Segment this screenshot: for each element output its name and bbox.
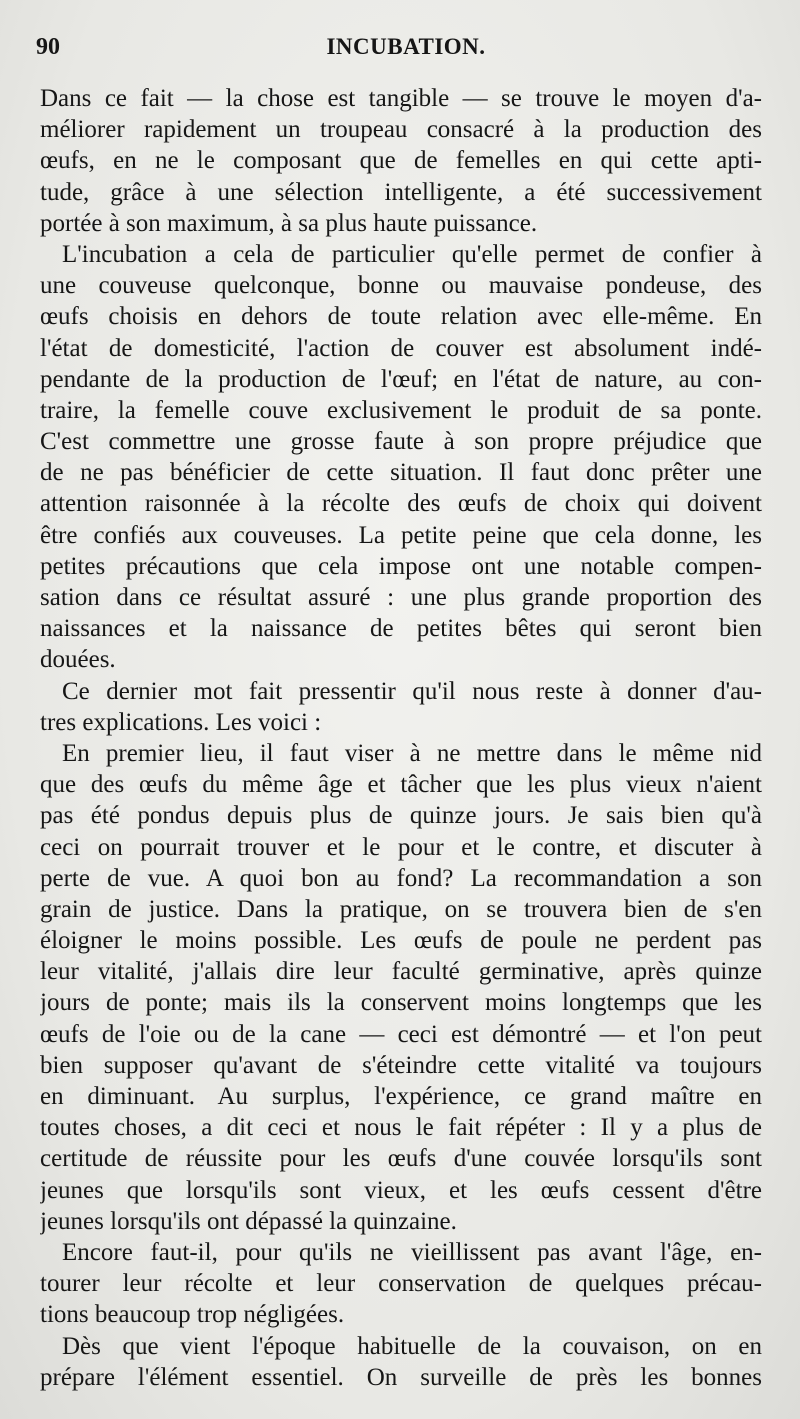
text-line: leur vitalité, j'allais dire leur faculté germinative, après quinze (40, 958, 762, 986)
text-line: tions beaucoup trop négligées. (40, 1301, 345, 1329)
text-line: l'état de domesticité, l'action de couver est absolument indé- (40, 334, 762, 362)
text-line: en diminuant. Au surplus, l'expérience, ce grand maître en (40, 1083, 762, 1110)
text-line: L'incubation a cela de particulier qu'elle permet de confier à (62, 240, 762, 268)
text-line: œufs, en ne le composant que de femelles en qui cette apti- (40, 147, 762, 175)
text-line: jours de ponte; mais ils la conservent moins longtemps que les (40, 989, 762, 1017)
text-line: méliorer rapidement un troupeau consacré à la production des (40, 116, 762, 144)
text-line: Dans ce fait — la chose est tangible — se trouve le moyen d'a- (40, 85, 762, 112)
text-line: que des œufs du même âge et tâcher que les plus vieux n'aient (40, 771, 762, 799)
text-line: une couveuse quelconque, bonne ou mauvaise pondeuse, des (40, 272, 762, 300)
text-line: En premier lieu, il faut viser à ne mettre dans le même nid (62, 739, 762, 767)
text-line: grain de justice. Dans la pratique, on se trouvera bien de s'en (40, 895, 762, 923)
text-line: toutes choses, a dit ceci et nous le fait répéter : Il y a plus de (40, 1114, 762, 1142)
page-number: 90 (36, 34, 60, 60)
text-line: tourer leur récolte et leur conservation de quelques précau- (40, 1270, 762, 1298)
text-line: éloigner le moins possible. Les œufs de poule ne perdent pas (40, 927, 762, 955)
text-line: œufs choisis en dehors de toute relation avec elle-même. En (40, 303, 762, 331)
text-line: attention raisonnée à la récolte des œufs de choix qui doivent (40, 490, 762, 518)
text-line: perte de vue. A quoi bon au fond? La recommandation a son (40, 864, 762, 892)
text-line: pas été pondus depuis plus de quinze jours. Je sais bien qu'à (40, 802, 762, 830)
text-line: tude, grâce à une sélection intelligente, a été successivement (40, 178, 762, 206)
text-line: Ce dernier mot fait pressentir qu'il nous reste à donner d'au- (62, 677, 762, 705)
text-line: Encore faut-il, pour qu'ils ne vieillissent pas avant l'âge, en- (62, 1238, 762, 1266)
paragraph (40, 83, 762, 239)
text-line: œufs de l'oie ou de la cane — ceci est démontré — et l'on peut (40, 1020, 762, 1048)
body-text (40, 83, 762, 1393)
text-line: traire, la femelle couve exclusivement le produit de sa ponte. (40, 396, 762, 424)
text-line: certitude de réussite pour les œufs d'une couvée lorsqu'ils sont (40, 1145, 762, 1173)
text-line: portée à son maximum, à sa plus haute puissance. (40, 209, 538, 237)
paragraph (40, 676, 762, 738)
text-line: prépare l'élément essentiel. On surveille de près les bonnes (40, 1363, 762, 1391)
text-line: être confiés aux couveuses. La petite peine que cela donne, les (40, 521, 762, 549)
page-header (36, 34, 776, 66)
paragraph (40, 239, 762, 676)
paragraph (40, 1237, 762, 1331)
text-line: jeunes lorsqu'ils ont dépassé la quinzaine. (40, 1207, 457, 1235)
paragraph (40, 738, 762, 1237)
text-line: de ne pas bénéficier de cette situation. Il faut donc prêter une (40, 459, 762, 487)
text-line: douées. (40, 646, 116, 674)
text-line: ceci on pourrait trouver et le pour et le contre, et discuter à (40, 833, 762, 861)
text-line: sation dans ce résultat assuré : une plus grande proportion des (40, 584, 762, 611)
text-line: jeunes que lorsqu'ils sont vieux, et les œufs cessent d'être (40, 1176, 762, 1204)
text-line: tres explications. Les voici : (40, 708, 322, 736)
text-line: pendante de la production de l'œuf; en l'état de nature, au con- (40, 365, 762, 393)
text-line: petites précautions que cela impose ont une notable compen- (40, 552, 762, 580)
running-head: INCUBATION. (326, 34, 486, 59)
paragraph (40, 1331, 762, 1393)
text-line: C'est commettre une grosse faute à son propre préjudice que (40, 428, 762, 456)
text-line: naissances et la naissance de petites bêtes qui seront bien (40, 615, 762, 643)
text-line: bien supposer qu'avant de s'éteindre cette vitalité va toujours (40, 1051, 762, 1079)
text-line: Dès que vient l'époque habituelle de la couvaison, on en (62, 1332, 762, 1360)
